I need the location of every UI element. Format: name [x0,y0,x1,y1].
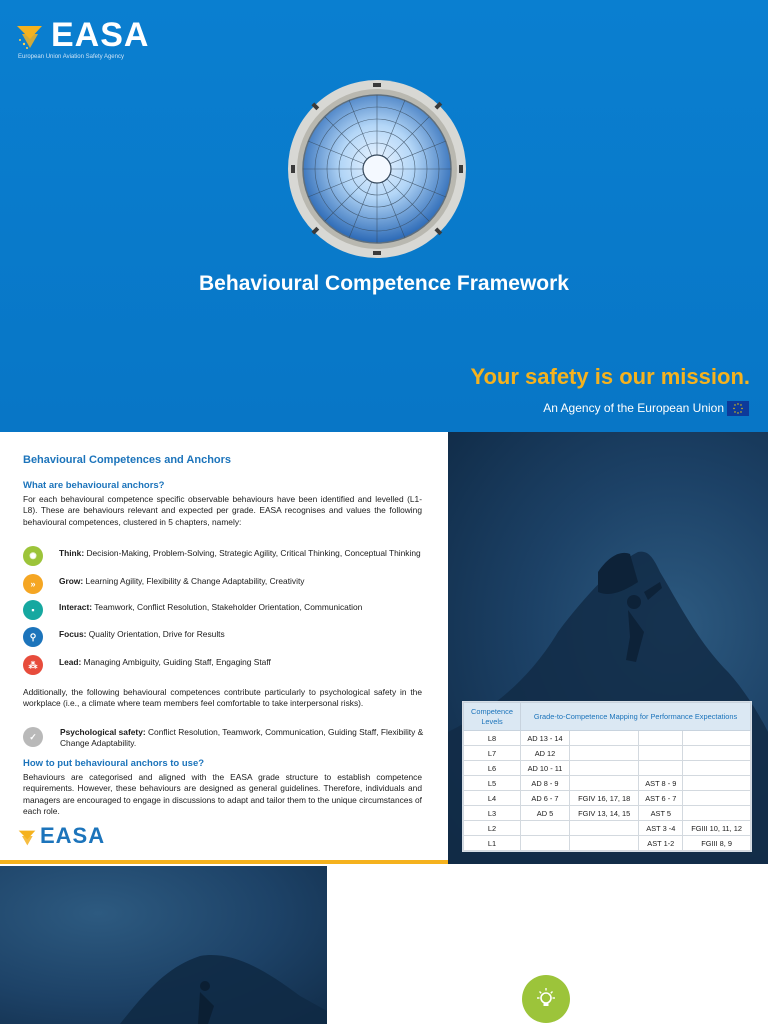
cover-page [0,0,768,432]
chapter-name: Think: [59,548,85,558]
cell-level: L4 [464,791,521,806]
psychological-safety [23,725,423,751]
magnifier-icon: ⚲ [23,627,43,647]
cell: AD 13 - 14 [521,731,570,746]
table-row [464,791,751,806]
footer-accent-bar [0,860,448,864]
additional-paragraph: Additionally, the following behavioural competences contribute particularly to psychological safety in the workplace (i.e., a climate where team members feel comfortable to take interpersonal risks). [23,687,422,709]
checkmark-icon: ✓ [23,727,43,747]
header-levels: Competence Levels [464,703,521,731]
chapter-items: Managing Ambiguity, Guiding Staff, Engaging Staff [81,657,271,667]
cell [639,746,683,761]
cell [639,731,683,746]
question-what-anchors: What are behavioural anchors? [23,480,165,491]
easa-subtitle: European Union Aviation Safety Agency [18,54,124,60]
cell-level: L8 [464,731,521,746]
glass-dome-image [287,79,467,259]
cell-level: L6 [464,761,521,776]
lightbulb-icon [522,975,570,1023]
people-icon: ⁂ [23,655,43,675]
chapter-name: Lead: [59,657,82,667]
cell [683,806,751,821]
cell: FGIV 16, 17, 18 [569,791,638,806]
anchors-page [0,432,448,864]
table-row [464,731,751,746]
rock-silhouette [0,866,327,1024]
cell [569,836,638,851]
chapter-items: Decision-Making, Problem-Solving, Strategic Agility, Critical Thinking, Conceptual Thinking [84,548,421,558]
chapter-interact [23,600,423,624]
anchors-heading: Behavioural Competences and Anchors [23,454,232,466]
cell: AD 8 - 9 [521,776,570,791]
chapter-items: Teamwork, Conflict Resolution, Stakeholder Orientation, Communication [92,602,363,612]
chapter-grow [23,574,423,598]
cell [683,776,751,791]
agency-label: An Agency of the European Union [543,401,724,415]
cell: AD 6 - 7 [521,791,570,806]
table-row [464,821,751,836]
cell: AST 3 -4 [639,821,683,836]
easa-wordmark: EASA [51,16,150,54]
chapter-focus [23,627,423,651]
lightbulb-icon: ✺ [23,546,43,566]
chapter-name: Grow: [59,576,84,586]
cell-level: L7 [464,746,521,761]
usage-paragraph: Behaviours are categorised and aligned with the EASA grade structure to establish competence requirements. However, these behaviours are designed as general guidelines. Therefore, individuals and managers are encouraged to engage in discussions to adapt and tailor them to the unique circumstances of each role. [23,772,422,817]
easa-wing-icon [16,22,46,52]
question-how-use: How to put behavioural anchors to use? [23,758,205,769]
easa-wing-icon [18,828,38,848]
psych-name: Psychological safety: [60,727,146,737]
cell [683,746,751,761]
cell: AD 5 [521,806,570,821]
intro-paragraph: For each behavioural competence specific observable behaviours have been identified and levelled (L1-L8). These are behaviours relevant and expected per grade. EASA recognises and values the following behavioural competences, clustered in 5 chapters, namely: [23,494,422,527]
cell [569,731,638,746]
chapter-items: Learning Agility, Flexibility & Change Adaptability, Creativity [83,576,305,586]
table-row [464,806,751,821]
cell: AST 6 - 7 [639,791,683,806]
easa-wordmark: EASA [40,823,106,848]
eu-flag-icon [727,401,749,416]
cell [683,761,751,776]
table-row [464,776,751,791]
cell: FGIII 10, 11, 12 [683,821,751,836]
cell: AST 8 - 9 [639,776,683,791]
climbers-photo [0,866,327,1024]
chat-icon: ▪ [23,600,43,620]
chapter-think [23,546,423,570]
cell: AD 10 - 11 [521,761,570,776]
grade-mapping-table [462,701,752,852]
chapter-lead [23,655,423,679]
cell [569,821,638,836]
cell-level: L5 [464,776,521,791]
table-row [464,746,751,761]
cover-title: Behavioural Competence Framework [199,272,569,295]
cell-level: L2 [464,821,521,836]
cell-level: L3 [464,806,521,821]
cover-slogan: Your safety is our mission. [470,364,750,389]
cell: FGIV 13, 14, 15 [569,806,638,821]
cell [569,746,638,761]
cell-level: L1 [464,836,521,851]
chapter-items: Quality Orientation, Drive for Results [86,629,225,639]
cell [521,836,570,851]
chapter-name: Interact: [59,602,93,612]
table-row [464,761,751,776]
lightbulb-glyph [533,986,559,1012]
header-mapping: Grade-to-Competence Mapping for Performance Expectations [521,703,751,731]
table-row [464,836,751,851]
psych-items: Conflict Resolution, Teamwork, Communication, Guiding Staff, Flexibility & Change Adaptability. [60,727,424,749]
cell: AST 5 [639,806,683,821]
cell [639,761,683,776]
cell [683,731,751,746]
chapter-name: Focus: [59,629,87,639]
cell [569,761,638,776]
cell: AST 1-2 [639,836,683,851]
cell [569,776,638,791]
chevrons-icon: » [23,574,43,594]
cell: FGIII 8, 9 [683,836,751,851]
cell [683,791,751,806]
cell [521,821,570,836]
cell: AD 12 [521,746,570,761]
